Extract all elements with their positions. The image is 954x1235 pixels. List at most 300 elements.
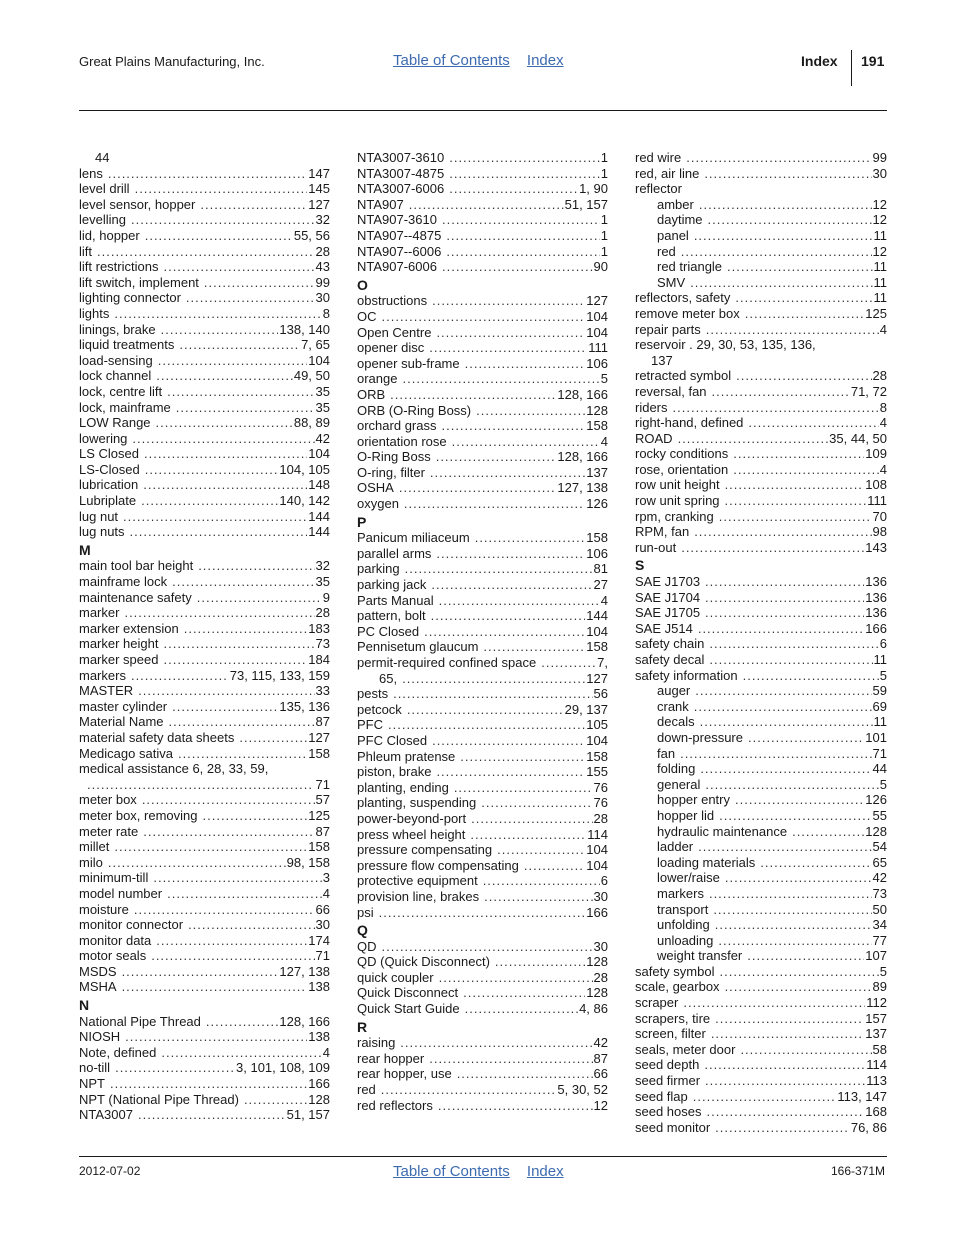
index-entry-pages[interactable]: 144: [308, 524, 330, 540]
index-entry-pages[interactable]: 35: [315, 574, 330, 590]
index-entry-pages[interactable]: 158: [586, 530, 608, 546]
index-entry-pages[interactable]: 8: [322, 305, 330, 321]
index-entry-pages[interactable]: 4: [600, 433, 608, 449]
index-entry: [79, 431, 330, 447]
index-entry-pages[interactable]: 1, 90: [579, 181, 608, 197]
index-entry: [635, 1089, 887, 1105]
index-entry-pages[interactable]: 71: [315, 776, 330, 792]
index-entry-pages[interactable]: 55, 56: [293, 227, 330, 243]
dot-leader: [172, 574, 314, 590]
index-entry-pages[interactable]: 107: [865, 948, 887, 964]
index-entry: [79, 605, 330, 621]
index-entry-pages[interactable]: 69: [872, 698, 887, 714]
index-entry-pages[interactable]: 4: [879, 321, 887, 337]
index-entry: [79, 415, 330, 431]
index-entry: [357, 212, 608, 228]
index-entry-pages[interactable]: 5, 30, 52: [557, 1082, 608, 1098]
dot-leader: [430, 465, 585, 481]
index-entry-term: meter box, removing: [79, 807, 198, 823]
index-entry-pages[interactable]: 158: [586, 418, 608, 434]
index-entry-term: National Pipe Thread: [79, 1013, 201, 1029]
dot-leader: [704, 166, 871, 182]
index-entry-pages[interactable]: 157: [865, 1010, 887, 1026]
index-entry-pages[interactable]: 104: [586, 623, 608, 639]
index-entry-term: unfolding: [657, 917, 710, 933]
index-entry: [79, 683, 330, 699]
index-entry-pages[interactable]: 59: [872, 683, 887, 699]
index-entry-pages[interactable]: 144: [308, 508, 330, 524]
index-entry-pages[interactable]: 113, 147: [837, 1088, 887, 1104]
index-entry-pages[interactable]: 111: [588, 340, 608, 356]
index-entry-term: levelling: [79, 212, 126, 228]
index-entry-pages[interactable]: 5: [879, 667, 887, 683]
index-entry: [357, 496, 608, 512]
index-entry-pages[interactable]: 77: [872, 932, 887, 948]
index-entry-pages[interactable]: 11: [873, 652, 887, 667]
index-entry-pages[interactable]: 166: [865, 620, 887, 636]
index-entry-pages[interactable]: 106: [586, 545, 608, 561]
index-entry: [635, 150, 887, 166]
index-entry-pages[interactable]: 5: [879, 776, 887, 792]
index-entry-pages[interactable]: 184: [308, 652, 330, 667]
index-entry-term: daytime: [657, 212, 703, 228]
index-entry: [635, 540, 887, 556]
index-entry-pages[interactable]: 114: [866, 1057, 887, 1073]
index-entry-term: down-pressure: [657, 729, 743, 745]
index-entry-pages[interactable]: 1: [600, 165, 608, 181]
dot-leader: [436, 546, 585, 562]
index-entry-pages[interactable]: 128: [586, 954, 608, 970]
index-entry-pages[interactable]: 56: [593, 686, 608, 702]
dot-leader: [484, 889, 592, 905]
index-entry-pages[interactable]: 105: [586, 717, 608, 733]
index-entry-pages[interactable]: 112: [866, 995, 887, 1011]
index-entry-pages[interactable]: 3, 101, 108, 109: [236, 1060, 330, 1076]
index-entry-term: red: [357, 1082, 376, 1098]
index-entry: [79, 306, 330, 322]
index-entry-pages[interactable]: 126: [865, 792, 887, 808]
index-entry-pages[interactable]: 144: [586, 608, 608, 624]
index-entry: [79, 574, 330, 590]
index-entry-pages[interactable]: 140, 142: [279, 493, 330, 509]
index-entry-pages[interactable]: 98, 158: [286, 854, 330, 870]
dot-leader: [476, 403, 585, 419]
index-entry-pages[interactable]: 54: [872, 839, 887, 855]
index-entry-term: LOW Range: [79, 415, 151, 431]
index-entry-pages[interactable]: 127: [308, 196, 330, 212]
index-entry-pages[interactable]: 66: [315, 901, 330, 917]
index-entry-term: reflectors, safety: [635, 290, 731, 306]
index-entry: [79, 979, 330, 995]
index-link[interactable]: Index: [526, 1163, 564, 1180]
index-entry-pages[interactable]: 104: [586, 732, 608, 748]
index-entry-pages[interactable]: 70: [872, 508, 887, 524]
index-entry-pages[interactable]: 1: [600, 243, 608, 259]
index-entry-pages[interactable]: 49, 50: [293, 368, 330, 384]
index-subentry: [635, 197, 887, 213]
index-entry-term: liquid treatments: [79, 337, 175, 353]
index-entry-pages[interactable]: 101: [865, 729, 887, 745]
index-entry-pages[interactable]: 113: [866, 1073, 887, 1089]
index-entry-term: screen, filter: [635, 1026, 706, 1042]
index-entry-pages[interactable]: 108: [865, 477, 887, 493]
index-entry-term: amber: [657, 196, 694, 212]
index-entry: [635, 605, 887, 621]
index-entry-term: seed monitor: [635, 1119, 711, 1135]
dot-leader: [176, 400, 315, 416]
index-entry-pages[interactable]: 81: [593, 561, 608, 577]
index-entry-pages[interactable]: 11: [873, 714, 887, 730]
index-subentry: [635, 824, 887, 840]
index-entry-pages[interactable]: 158: [586, 639, 608, 655]
index-entry-pages[interactable]: 1: [600, 227, 608, 243]
index-entry-pages[interactable]: 66: [593, 1066, 608, 1082]
index-entry-term: millet: [79, 839, 110, 855]
header-divider: [851, 50, 852, 86]
index-entry-pages[interactable]: 73, 115, 133, 159: [229, 667, 330, 683]
index-entry-pages[interactable]: 138: [308, 1029, 330, 1045]
index-entry: [79, 902, 330, 918]
index-entry-pages[interactable]: 99: [315, 274, 330, 290]
index-entry-pages[interactable]: 65: [872, 854, 887, 870]
table-of-contents-link[interactable]: Table of Contents: [393, 52, 510, 69]
index-entry-pages[interactable]: 137: [586, 464, 608, 480]
index-entry-pages[interactable]: 109: [865, 446, 887, 462]
index-entry-pages[interactable]: 71: [315, 948, 330, 964]
index-entry: [635, 462, 887, 478]
index-entry-pages[interactable]: 76: [593, 779, 608, 795]
index-entry-pages[interactable]: 148: [308, 477, 330, 493]
index-entry-pages[interactable]: 104: [586, 308, 608, 324]
index-entry-pages[interactable]: 4: [879, 415, 887, 431]
index-entry-pages[interactable]: 71: [872, 745, 887, 761]
index-entry-pages[interactable]: 42: [593, 1035, 608, 1051]
footer-rule: [79, 1156, 887, 1157]
index-entry-pages[interactable]: 8: [879, 399, 887, 415]
index-entry-pages[interactable]: 42: [315, 430, 330, 446]
index-entry-pages[interactable]: 104: [586, 324, 608, 340]
index-link[interactable]: Index: [526, 52, 564, 69]
index-entry-pages[interactable]: 73: [315, 636, 330, 652]
index-entry-pages[interactable]: 128: [308, 1091, 330, 1107]
index-entry-term: lift switch, implement: [79, 274, 199, 290]
index-entry-pages[interactable]: 125: [865, 305, 887, 321]
index-entry-pages[interactable]: 89: [872, 979, 887, 995]
index-entry-pages[interactable]: 6: [879, 636, 887, 652]
index-entry-pages[interactable]: 34: [872, 917, 887, 933]
index-entry-pages[interactable]: 27: [593, 577, 608, 593]
dot-leader: [244, 1092, 307, 1108]
index-entry-term: lug nut: [79, 508, 119, 524]
dot-leader: [736, 368, 871, 384]
dot-leader: [673, 400, 879, 416]
index-entry-term: OC: [357, 308, 377, 324]
index-entry-pages[interactable]: 57: [315, 792, 330, 808]
index-entry-pages[interactable]: 30: [593, 938, 608, 954]
index-entry-term: row unit spring: [635, 493, 720, 509]
index-entry-term: seed firmer: [635, 1073, 701, 1089]
index-entry-pages[interactable]: 35: [315, 383, 330, 399]
index-entry-pages[interactable]: 87: [593, 1050, 608, 1066]
index-entry-pages[interactable]: 136: [865, 589, 887, 605]
index-entry-pages[interactable]: 128, 166: [279, 1013, 330, 1029]
index-entry: [79, 933, 330, 949]
index-entry: [635, 1057, 887, 1073]
index-entry-pages[interactable]: 9: [322, 589, 330, 605]
index-entry-term: rear hopper, use: [357, 1066, 452, 1082]
index-entry-term: NPT (National Pipe Thread): [79, 1091, 239, 1107]
index-entry-pages[interactable]: 1: [600, 150, 608, 165]
index-entry-text: medical assistance 6, 28, 33, 59,: [79, 761, 269, 777]
index-entry-pages[interactable]: 147: [308, 165, 330, 181]
index-entry-pages[interactable]: 4: [600, 592, 608, 608]
index-entry-pages[interactable]: 127, 138: [279, 963, 330, 979]
dot-leader: [122, 979, 308, 995]
index-entry-pages[interactable]: 71, 72: [850, 383, 887, 399]
index-entry-pages[interactable]: 12: [872, 212, 887, 228]
index-entry: [635, 979, 887, 995]
index-entry-pages[interactable]: 32: [315, 212, 330, 228]
index-entry-pages[interactable]: 33: [315, 683, 330, 699]
index-entry-pages[interactable]: 5: [600, 371, 608, 387]
index-entry-pages[interactable]: 166: [586, 904, 608, 920]
dot-leader: [138, 683, 314, 699]
index-entry-pages[interactable]: 35: [315, 399, 330, 415]
index-entry-pages[interactable]: 51, 157: [286, 1107, 330, 1123]
index-entry-pages[interactable]: 183: [308, 620, 330, 636]
dot-leader: [436, 325, 585, 341]
index-entry-pages[interactable]: 42: [872, 870, 887, 886]
index-entry: [635, 652, 887, 668]
index-entry-pages[interactable]: 30: [872, 165, 887, 181]
index-entry-term: safety information: [635, 667, 738, 683]
index-entry-pages[interactable]: 76: [593, 795, 608, 811]
dot-leader: [409, 197, 564, 213]
index-entry-pages[interactable]: 90: [593, 259, 608, 275]
index-entry-pages[interactable]: 43: [315, 259, 330, 275]
index-entry-pages[interactable]: 28: [593, 810, 608, 826]
index-entry-pages[interactable]: 1: [600, 212, 608, 228]
index-entry-term: orange: [357, 371, 398, 387]
index-entry-pages[interactable]: 106: [586, 355, 608, 371]
index-entry-pages[interactable]: 136: [865, 605, 887, 621]
dot-leader: [144, 446, 307, 462]
index-entry-pages[interactable]: 136: [865, 574, 887, 590]
index-entry-pages[interactable]: 87: [315, 714, 330, 730]
index-entry-pages[interactable]: 104, 105: [279, 461, 330, 477]
index-entry: [635, 1026, 887, 1042]
index-entry-pages[interactable]: 4: [879, 461, 887, 477]
index-entry-term: OSHA: [357, 480, 394, 496]
index-entry-pages[interactable]: 127: [586, 670, 608, 686]
index-entry-pages[interactable]: 125: [308, 807, 330, 823]
dot-leader: [379, 905, 586, 921]
index-entry-pages[interactable]: 32: [315, 558, 330, 574]
index-entry-pages[interactable]: 127: [586, 293, 608, 309]
index-entry-term: NTA907--6006: [357, 243, 442, 259]
index-entry-pages[interactable]: 145: [308, 181, 330, 197]
table-of-contents-link[interactable]: Table of Contents: [393, 1163, 510, 1180]
publication-date: 2012-07-02: [79, 1164, 141, 1178]
index-entry-term: crank: [657, 698, 689, 714]
index-entry-pages[interactable]: 158: [308, 839, 330, 855]
index-entry-term: seed flap: [635, 1088, 688, 1104]
index-entry-term: orientation rose: [357, 433, 447, 449]
index-entry-pages[interactable]: 128: [586, 985, 608, 1001]
dot-leader: [439, 593, 600, 609]
index-section-letter: N: [79, 997, 90, 1014]
index-entry: [357, 811, 608, 827]
section-title: Index: [801, 53, 838, 69]
index-entry-term: lubrication: [79, 477, 139, 493]
index-entry: [357, 889, 608, 905]
index-entry: [357, 309, 608, 325]
index-entry-pages[interactable]: 135, 136: [279, 698, 330, 714]
index-entry-pages[interactable]: 168: [865, 1104, 887, 1120]
index-entry-pages[interactable]: 104: [308, 352, 330, 368]
index-entry-pages[interactable]: 128: [865, 823, 887, 839]
dot-leader: [463, 985, 585, 1001]
index-entry-pages[interactable]: 137: [865, 1026, 887, 1042]
index-entry-pages[interactable]: 11: [873, 274, 887, 290]
index-entry-pages[interactable]: 166: [308, 1076, 330, 1092]
index-entry-pages[interactable]: 4, 86: [579, 1001, 608, 1017]
index-entry: [79, 636, 330, 652]
header-rule: [79, 110, 887, 111]
index-entry-term: meter box: [79, 792, 137, 808]
index-entry-pages[interactable]: 127: [308, 729, 330, 745]
index-entry-term: material safety data sheets: [79, 729, 235, 745]
index-entry-pages[interactable]: 155: [586, 764, 608, 780]
index-entry-pages[interactable]: 127, 138: [557, 480, 608, 496]
dot-leader: [715, 1120, 850, 1136]
dot-leader: [705, 590, 864, 606]
index-entry-pages[interactable]: 7, 65: [301, 337, 330, 353]
index-entry-pages[interactable]: 30: [315, 917, 330, 933]
index-entry-pages[interactable]: 30: [593, 888, 608, 904]
index-entry-term: safety symbol: [635, 963, 715, 979]
index-entry-pages[interactable]: 128: [586, 402, 608, 418]
index-entry: [357, 827, 608, 843]
index-entry-pages[interactable]: 28: [315, 605, 330, 621]
index-entry-term: linings, brake: [79, 321, 156, 337]
index-entry-pages[interactable]: 44: [872, 761, 887, 777]
index-entry-pages[interactable]: 88, 89: [293, 415, 330, 431]
index-entry-term: Phleum pratense: [357, 748, 456, 764]
index-entry-pages[interactable]: 114: [587, 826, 608, 842]
dot-leader: [449, 181, 578, 197]
dot-leader: [442, 212, 600, 228]
index-entry-pages[interactable]: 50: [872, 901, 887, 917]
index-entry-term: monitor data: [79, 932, 152, 948]
dot-leader: [680, 746, 871, 762]
dot-leader: [381, 1082, 557, 1098]
index-entry: [635, 306, 887, 322]
index-entry-pages[interactable]: 28: [315, 243, 330, 259]
index-entry-pages[interactable]: 128, 166: [557, 386, 608, 402]
header-nav: [393, 52, 577, 69]
index-section-letter: P: [357, 513, 367, 530]
dot-leader: [382, 309, 586, 325]
index-entry-pages[interactable]: 12: [593, 1097, 608, 1113]
index-entry-pages[interactable]: 158: [586, 748, 608, 764]
index-entry-pages[interactable]: 58: [872, 1041, 887, 1057]
index-entry-term: markers: [79, 667, 126, 683]
index-entry-pages[interactable]: 158: [308, 745, 330, 761]
dot-leader: [114, 839, 307, 855]
index-entry-pages[interactable]: 4: [322, 885, 330, 901]
index-entry-pages[interactable]: 87: [315, 823, 330, 839]
index-entry-pages[interactable]: 5: [879, 963, 887, 979]
dot-leader: [405, 561, 593, 577]
index-entry-pages[interactable]: 128, 166: [557, 449, 608, 465]
index-entry-pages[interactable]: 35, 44, 50: [829, 430, 887, 446]
index-entry-pages[interactable]: 55: [872, 807, 887, 823]
index-entry-pages[interactable]: 51, 157: [564, 196, 608, 212]
dot-leader: [725, 979, 872, 995]
index-entry-term: monitor connector: [79, 917, 184, 933]
index-entry-term: meter rate: [79, 823, 139, 839]
index-entry-pages[interactable]: 30: [315, 290, 330, 306]
dot-leader: [695, 683, 871, 699]
dot-leader: [143, 477, 307, 493]
index-entry-term: Lubriplate: [79, 493, 137, 509]
index-entry-pages[interactable]: 174: [308, 932, 330, 948]
index-entry-term: NTA3007: [79, 1107, 133, 1123]
index-entry-pages[interactable]: 12: [872, 196, 887, 212]
index-entry-pages[interactable]: 12: [872, 243, 887, 259]
index-entry-pages[interactable]: 4: [322, 1044, 330, 1060]
index-entry-pages[interactable]: 111: [867, 493, 887, 509]
index-entry: [635, 621, 887, 637]
dot-leader: [698, 839, 871, 855]
index-entry-pages[interactable]: 3: [322, 870, 330, 886]
index-entry-pages[interactable]: 28: [872, 368, 887, 384]
index-entry-pages[interactable]: 138: [308, 979, 330, 995]
index-entry-pages[interactable]: 6: [600, 873, 608, 889]
index-subentry: [635, 228, 887, 244]
dot-leader: [163, 259, 314, 275]
index-entry-pages[interactable]: 98: [872, 524, 887, 540]
index-entry-pages[interactable]: 104: [586, 857, 608, 873]
index-entry-term: retracted symbol: [635, 368, 732, 384]
index-entry-term: mainframe lock: [79, 574, 168, 590]
index-entry-pages[interactable]: 7,: [597, 655, 608, 670]
index-entry-pages[interactable]: 29, 137: [564, 701, 608, 717]
dot-leader: [125, 1029, 307, 1045]
index-entry-pages[interactable]: 104: [308, 446, 330, 462]
index-entry-pages[interactable]: 11: [873, 290, 887, 306]
index-entry-term: level sensor, hopper: [79, 196, 196, 212]
index-entry-pages[interactable]: 73: [872, 885, 887, 901]
index-entry-pages[interactable]: 104: [586, 842, 608, 858]
index-entry-pages[interactable]: 126: [586, 496, 608, 512]
dot-leader: [725, 493, 867, 509]
index-entry-pages[interactable]: 138, 140: [279, 321, 330, 337]
index-entry-term: marker extension: [79, 620, 179, 636]
index-entry-term: NTA907--4875: [357, 227, 442, 243]
index-entry-term: lug nuts: [79, 524, 125, 540]
dot-leader: [131, 212, 315, 228]
index-entry-pages[interactable]: 143: [865, 539, 887, 555]
index-entry-pages[interactable]: 99: [872, 150, 887, 165]
index-entry-pages[interactable]: 11: [873, 227, 887, 243]
dot-leader: [524, 858, 585, 874]
index-entry-pages[interactable]: 76, 86: [850, 1119, 887, 1135]
dot-leader: [172, 699, 278, 715]
index-entry-pages[interactable]: 28: [593, 969, 608, 985]
index-entry-pages[interactable]: 11: [873, 259, 887, 275]
